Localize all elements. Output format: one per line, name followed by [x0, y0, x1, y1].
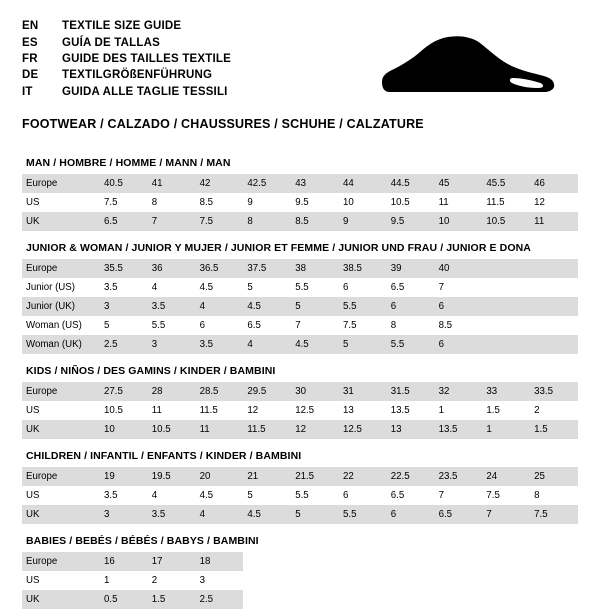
language-row: [22, 84, 231, 100]
cell: 1: [482, 420, 530, 439]
cell: 4.5: [199, 281, 214, 293]
section-title: JUNIOR & WOMAN / JUNIOR Y MUJER / JUNIOR ET FEMME / JUNIOR UND FRAU / JUNIOR E DONA: [26, 242, 531, 254]
row-label: Woman (UK): [22, 335, 100, 354]
table-row: [22, 505, 578, 524]
row-label: Junior (UK): [22, 297, 100, 316]
cell: [530, 259, 578, 278]
cell: 44: [339, 174, 387, 193]
cell: [482, 278, 530, 297]
cell: 3.5: [104, 489, 118, 501]
row-label: US: [26, 196, 40, 208]
cell: 6: [435, 335, 483, 354]
cell: 8.5: [438, 319, 453, 331]
cell: 7.5: [486, 489, 500, 501]
cell: 10: [342, 196, 354, 208]
cell: 4.5: [199, 489, 214, 501]
cell: 5: [247, 281, 253, 293]
row-label: US: [26, 404, 40, 416]
cell: 9.5: [387, 212, 435, 231]
size-table: [22, 259, 578, 354]
cell: 7: [482, 505, 530, 524]
cell: 11.5: [486, 196, 505, 208]
cell: 6.5: [247, 319, 261, 331]
cell: 12.5: [295, 404, 315, 416]
cell: 5.5: [387, 335, 435, 354]
table-row: [22, 552, 578, 571]
cell: 31.5: [387, 382, 435, 401]
cell: 9: [247, 196, 253, 208]
row-label: Europe: [22, 467, 100, 486]
table-row: [22, 571, 578, 590]
cell: 6.5: [390, 281, 405, 293]
cell: 3: [100, 297, 148, 316]
cell: [435, 552, 483, 571]
cell: 2: [534, 404, 540, 416]
cell: 4: [151, 489, 158, 501]
cell: 11: [196, 420, 244, 439]
cell: [387, 552, 435, 571]
language-title: TEXTILGRÖßENFÜHRUNG: [62, 69, 213, 82]
row-label: UK: [22, 505, 100, 524]
cell: 6: [342, 489, 349, 501]
section-children: [22, 450, 578, 524]
table-row: [22, 335, 578, 354]
cell: [530, 316, 578, 335]
row-label: Europe: [22, 174, 100, 193]
cell: [482, 335, 530, 354]
cell: 36.5: [196, 259, 244, 278]
cell: 12: [291, 420, 339, 439]
size-table: [22, 552, 578, 609]
cell: 45: [435, 174, 483, 193]
document-header: [22, 18, 578, 101]
cell: 31: [339, 382, 387, 401]
cell: 1: [104, 574, 110, 586]
cell: 6: [387, 297, 435, 316]
language-row: [22, 34, 231, 50]
cell: 2: [151, 574, 158, 586]
section-title: KIDS / NIÑOS / DES GAMINS / KINDER / BAMBINI: [26, 365, 276, 377]
cell: 10.5: [390, 196, 410, 208]
cell: 7: [438, 281, 444, 293]
section-title: CHILDREN / INFANTIL / ENFANTS / KINDER / BAMBINI: [26, 450, 302, 462]
cell: 3.5: [104, 281, 118, 293]
table-row: [22, 316, 578, 335]
cell: 2.5: [196, 590, 244, 609]
cell: 17: [148, 552, 196, 571]
language-title: TEXTILE SIZE GUIDE: [62, 20, 182, 33]
cell: 11.5: [243, 420, 291, 439]
cell: 7: [295, 319, 301, 331]
cell: 7: [148, 212, 196, 231]
cell: 3.5: [148, 297, 196, 316]
cell: 10.5: [148, 420, 196, 439]
cell: 39: [387, 259, 435, 278]
cell: 6.5: [100, 212, 148, 231]
cell: 11: [530, 212, 578, 231]
cell: 8.5: [291, 212, 339, 231]
row-label: Europe: [22, 382, 100, 401]
cell: 12.5: [339, 420, 387, 439]
cell: 3: [199, 574, 205, 586]
cell: 11: [151, 404, 162, 416]
cell: 1.5: [486, 404, 500, 416]
section-junior-woman: [22, 242, 578, 354]
cell: 10: [435, 212, 483, 231]
cell: 13: [342, 404, 354, 416]
cell: 35.5: [100, 259, 148, 278]
cell: 5: [104, 319, 110, 331]
cell: 42: [196, 174, 244, 193]
cell: 27.5: [100, 382, 148, 401]
cell: 30: [291, 382, 339, 401]
cell: [339, 552, 387, 571]
cell: 24: [482, 467, 530, 486]
cell: 13.5: [435, 420, 483, 439]
cell: 12: [534, 196, 545, 208]
section-babies: [22, 535, 578, 609]
cell: 3.5: [196, 335, 244, 354]
cell: [291, 571, 339, 590]
cell: 5.5: [339, 297, 387, 316]
cell: [530, 297, 578, 316]
cell: 28.5: [196, 382, 244, 401]
language-row: [22, 18, 231, 34]
cell: 7.5: [530, 505, 578, 524]
cell: [482, 297, 530, 316]
table-row: [22, 278, 578, 297]
cell: 8: [243, 212, 291, 231]
cell: 3: [100, 505, 148, 524]
cell: [435, 571, 483, 590]
cell: [530, 552, 578, 571]
table-row: [22, 212, 578, 231]
cell: 5.5: [295, 281, 309, 293]
language-title: GUIDA ALLE TAGLIE TESSILI: [62, 85, 228, 98]
cell: 6: [387, 505, 435, 524]
cell: 23.5: [435, 467, 483, 486]
size-tables: [22, 157, 578, 609]
cell: 9.5: [295, 196, 309, 208]
cell: 4: [196, 297, 244, 316]
cell: 8.5: [199, 196, 214, 208]
cell: 7.5: [196, 212, 244, 231]
language-title: GUIDE DES TAILLES TEXTILE: [62, 52, 231, 65]
cell: [482, 571, 530, 590]
cell: 0.5: [100, 590, 148, 609]
language-row: [22, 51, 231, 67]
language-row: [22, 67, 231, 83]
cell: 5: [339, 335, 387, 354]
cell: 38: [291, 259, 339, 278]
cell: 43: [291, 174, 339, 193]
cell: [339, 571, 387, 590]
table-row: [22, 401, 578, 420]
language-title: GUÍA DE TALLAS: [62, 36, 160, 49]
language-code: ES: [22, 36, 38, 49]
footwear-section-title: FOOTWEAR / CALZADO / CHAUSSURES / SCHUHE / CALZATURE: [22, 117, 424, 131]
cell: 10.5: [104, 404, 123, 416]
cell: 32: [435, 382, 483, 401]
section-man: [22, 157, 578, 231]
cell: 6.5: [390, 489, 405, 501]
cell: 18: [196, 552, 244, 571]
table-row: [22, 193, 578, 212]
cell: 1.5: [148, 590, 196, 609]
table-row: [22, 420, 578, 439]
table-row: [22, 259, 578, 278]
row-label: Europe: [22, 552, 100, 571]
cell: 6: [435, 297, 483, 316]
cell: [291, 552, 339, 571]
table-row: [22, 382, 578, 401]
cell: 4.5: [243, 505, 291, 524]
section-title: BABIES / BEBÉS / BÉBÉS / BABYS / BAMBINI: [26, 535, 259, 547]
cell: 10.5: [482, 212, 530, 231]
cell: 20: [196, 467, 244, 486]
cell: [243, 552, 291, 571]
size-table: [22, 382, 578, 439]
row-label: US: [26, 574, 40, 586]
table-row: [22, 174, 578, 193]
cell: 11: [438, 196, 449, 208]
cell: 45.5: [482, 174, 530, 193]
cell: 7.5: [104, 196, 118, 208]
cell: 4: [243, 335, 291, 354]
cell: 7.5: [342, 319, 357, 331]
row-label: Junior (US): [26, 281, 75, 293]
cell: 6: [342, 281, 349, 293]
cell: 5.5: [339, 505, 387, 524]
cell: 22.5: [387, 467, 435, 486]
table-row: [22, 297, 578, 316]
cell: 5.5: [151, 319, 166, 331]
cell: 12: [247, 404, 259, 416]
dress-shoe-icon: [376, 34, 556, 101]
cell: [482, 316, 530, 335]
cell: 4.5: [291, 335, 339, 354]
cell: [482, 552, 530, 571]
cell: 5: [247, 489, 253, 501]
cell: 6: [199, 319, 205, 331]
section-kids: [22, 365, 578, 439]
language-title-list: [22, 18, 231, 100]
cell: [482, 259, 530, 278]
cell: 21: [243, 467, 291, 486]
language-code: IT: [22, 85, 33, 98]
cell: 19.5: [148, 467, 196, 486]
row-label: UK: [22, 420, 100, 439]
cell: 33: [482, 382, 530, 401]
size-table: [22, 174, 578, 231]
cell: 4.5: [243, 297, 291, 316]
cell: 10: [100, 420, 148, 439]
row-label: UK: [22, 212, 100, 231]
cell: 42.5: [243, 174, 291, 193]
cell: 5.5: [295, 489, 309, 501]
row-label: UK: [22, 590, 100, 609]
cell: 9: [339, 212, 387, 231]
cell: 38.5: [339, 259, 387, 278]
size-table: [22, 467, 578, 524]
cell: 33.5: [530, 382, 578, 401]
cell: 1.5: [530, 420, 578, 439]
language-code: FR: [22, 52, 38, 65]
cell: 40: [435, 259, 483, 278]
cell: 46: [530, 174, 578, 193]
cell: 29.5: [243, 382, 291, 401]
cell: 22: [339, 467, 387, 486]
section-title: MAN / HOMBRE / HOMME / MANN / MAN: [26, 157, 231, 169]
cell: [530, 335, 578, 354]
cell: 3.5: [148, 505, 196, 524]
cell: [530, 278, 578, 297]
table-row: [22, 467, 578, 486]
cell: 8: [390, 319, 397, 331]
cell: [530, 571, 578, 590]
cell: 8: [534, 489, 540, 501]
cell: 5: [291, 505, 339, 524]
cell: 19: [100, 467, 148, 486]
cell: 11.5: [199, 404, 218, 416]
cell: 7: [438, 489, 444, 501]
cell: 3: [148, 335, 196, 354]
cell: 4: [151, 281, 158, 293]
cell: 37.5: [243, 259, 291, 278]
language-code: DE: [22, 69, 39, 82]
cell: 13: [387, 420, 435, 439]
cell: 1: [438, 404, 444, 416]
cell: 40.5: [100, 174, 148, 193]
language-code: EN: [22, 20, 39, 33]
cell: [387, 571, 435, 590]
cell: 2.5: [100, 335, 148, 354]
cell: 28: [148, 382, 196, 401]
cell: 25: [530, 467, 578, 486]
cell: 21.5: [291, 467, 339, 486]
cell: 16: [100, 552, 148, 571]
cell: [243, 571, 291, 590]
table-row: [22, 486, 578, 505]
row-label: Europe: [22, 259, 100, 278]
cell: 13.5: [390, 404, 410, 416]
cell: 4: [196, 505, 244, 524]
cell: 44.5: [387, 174, 435, 193]
cell: 6.5: [435, 505, 483, 524]
cell: 5: [291, 297, 339, 316]
row-label: Woman (US): [26, 319, 82, 331]
row-label: US: [26, 489, 40, 501]
cell: 41: [148, 174, 196, 193]
cell: 8: [151, 196, 158, 208]
cell: 36: [148, 259, 196, 278]
